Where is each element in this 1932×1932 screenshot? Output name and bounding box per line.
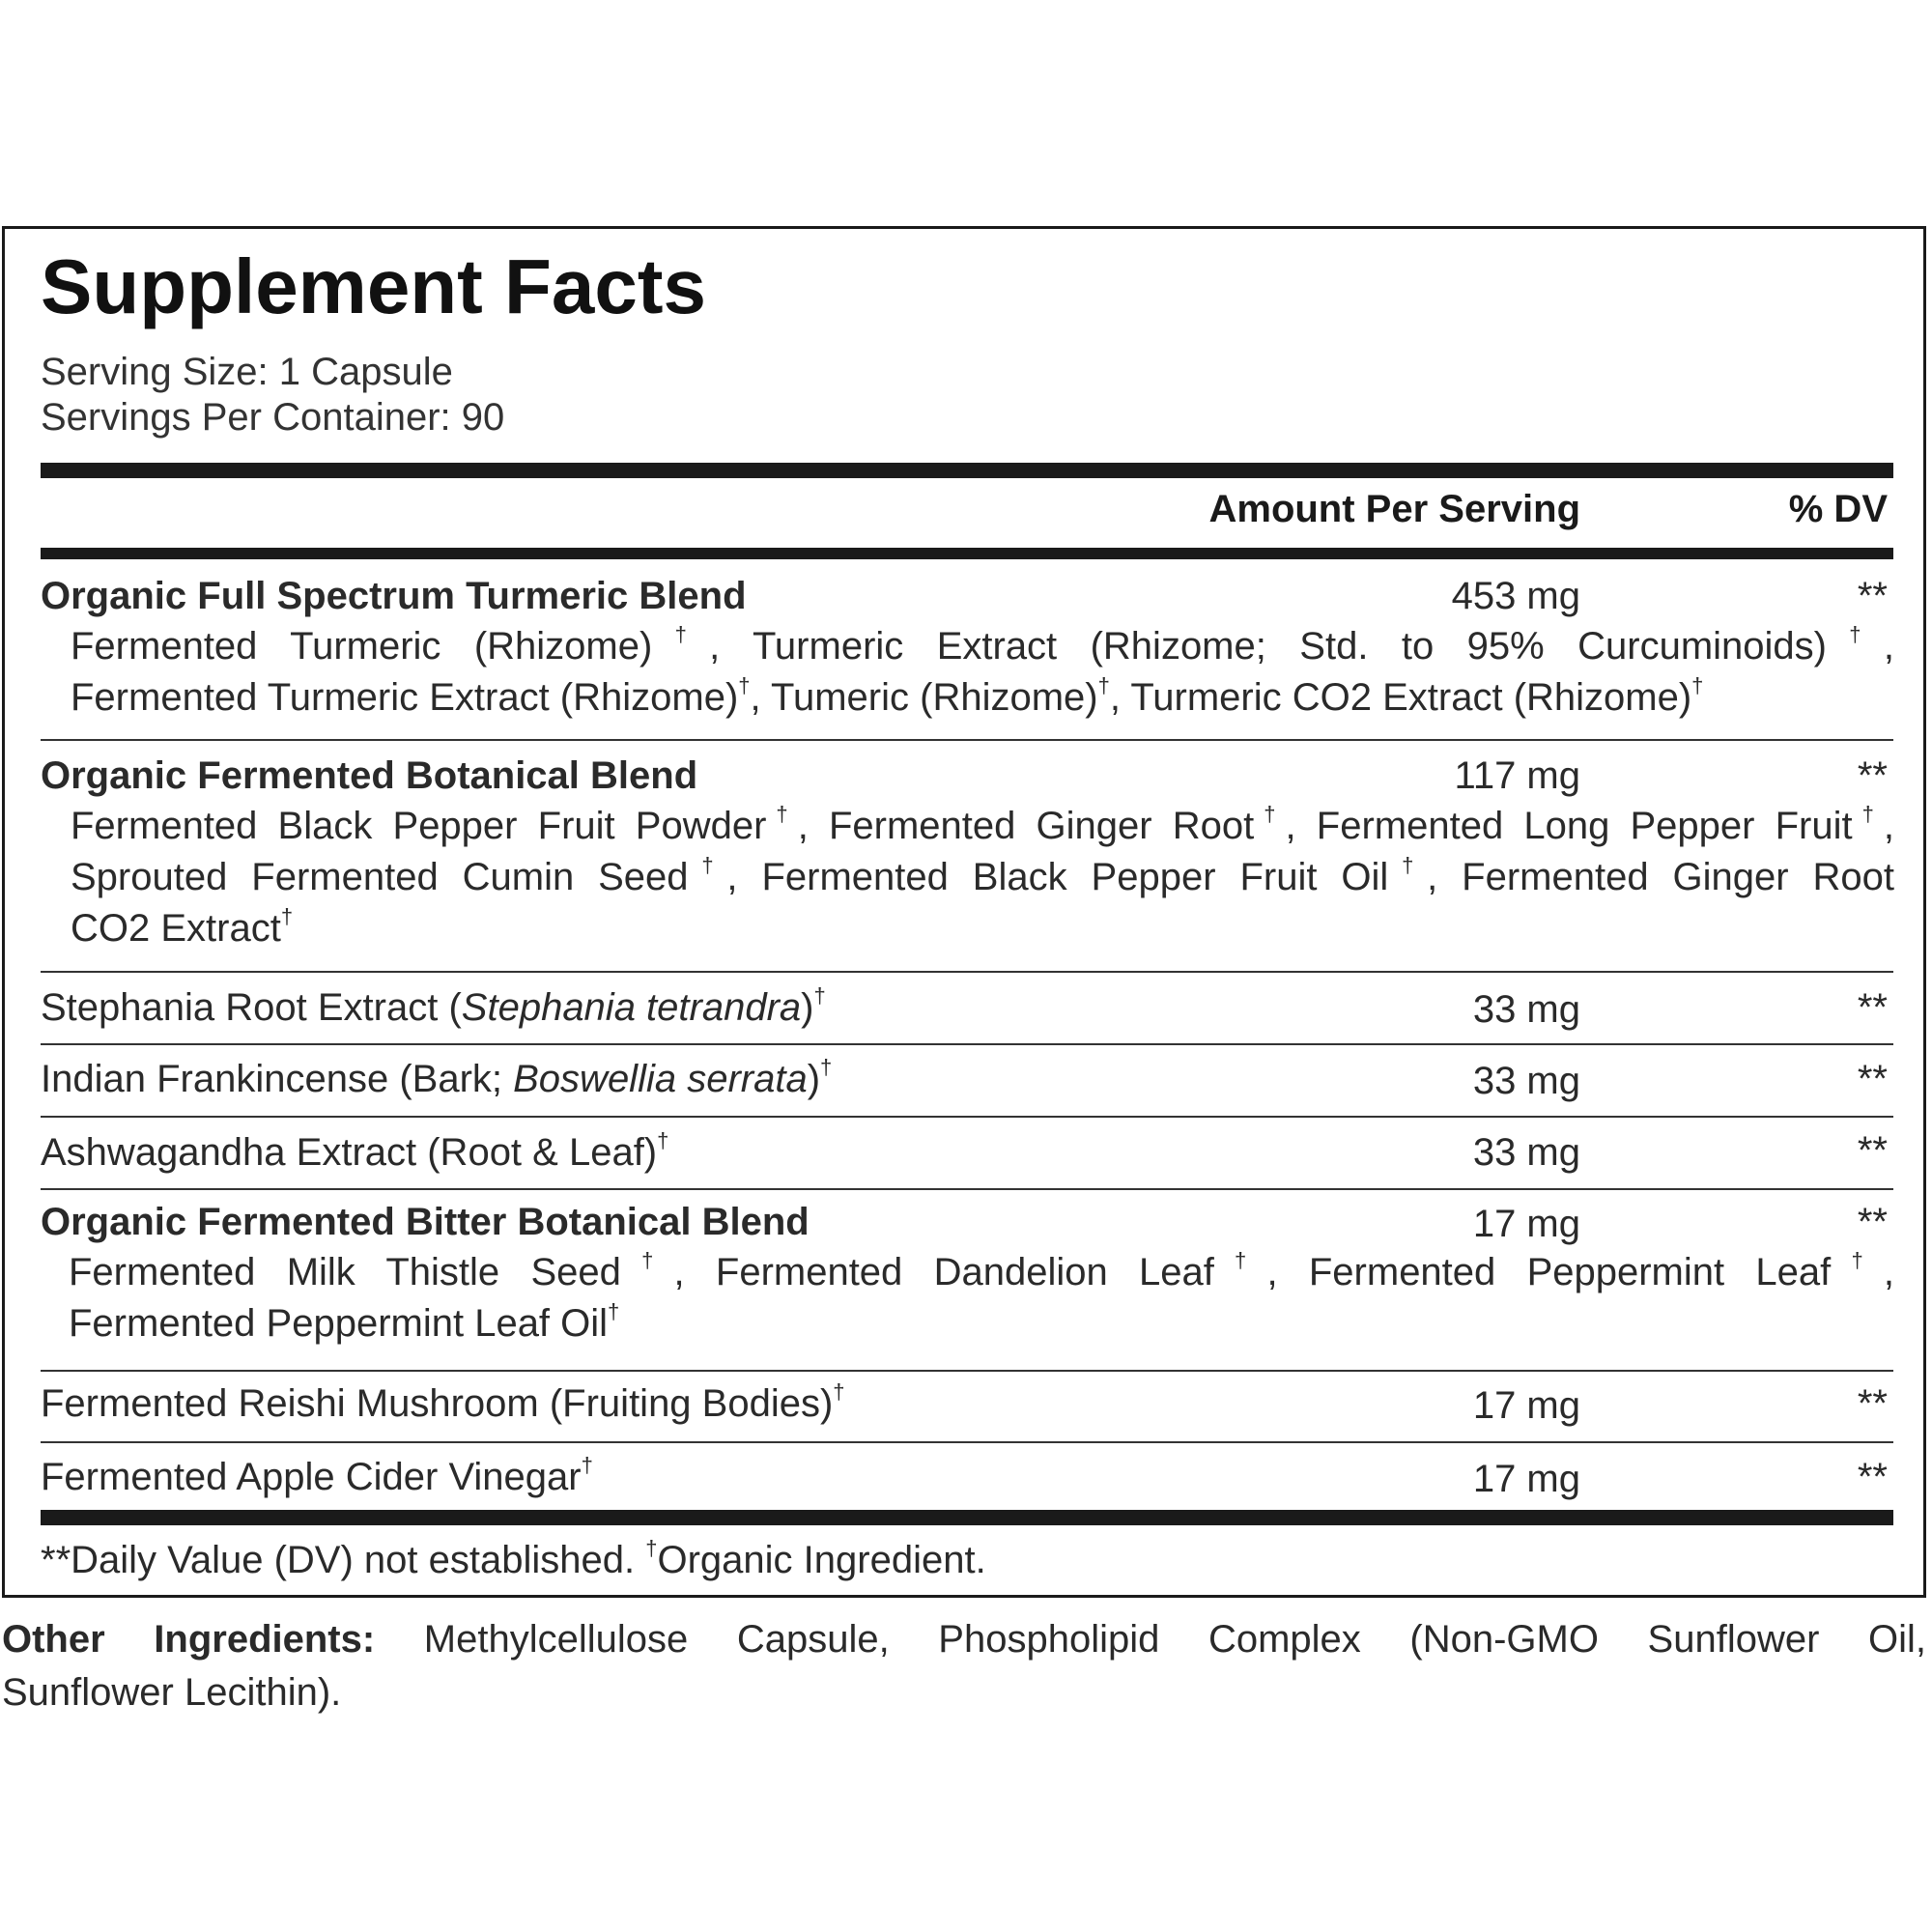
sub-line: Fermented Milk Thistle Seed†, Fermented Dandelion Leaf†, Fermented Peppermint Leaf†, <box>69 1248 1894 1293</box>
other-ingredients-text: Methylcellulose Capsule, Phospholipid Complex (Non-GMO Sunflower Oil, <box>423 1618 1926 1661</box>
row-amount-reishi: 17 mg <box>1472 1384 1580 1427</box>
name-part: )† <box>807 1055 833 1100</box>
row-name-apple-cider: Fermented Apple Cider Vinegar† <box>41 1453 593 1498</box>
name-part: Indian Frankincense (Bark; <box>41 1058 514 1100</box>
amount-per-serving-header: Amount Per Serving <box>1208 488 1580 530</box>
row-amount-stephania: 33 mg <box>1472 988 1580 1031</box>
sub-line: Fermented Turmeric Extract (Rhizome)†, Tumeric (Rhizome)†, Turmeric CO2 Extract (Rhizome)† <box>71 673 1704 719</box>
row-name-frankincense <box>41 1055 833 1100</box>
row-amount-bitter-blend: 17 mg <box>1472 1203 1580 1245</box>
latin-name: Boswellia serrata <box>513 1058 808 1100</box>
row-name-bitter-blend: Organic Fermented Bitter Botanical Blend <box>41 1201 810 1243</box>
row-divider <box>41 971 1893 973</box>
supplement-facts-panel <box>2 226 1926 1598</box>
row-amount-botanical-blend: 117 mg <box>1454 754 1580 797</box>
row-amount-ashwagandha: 33 mg <box>1472 1131 1580 1174</box>
sub-line: Fermented Peppermint Leaf Oil† <box>69 1299 620 1345</box>
row-dv-stephania: ** <box>1857 986 1888 1029</box>
row-dv-reishi: ** <box>1857 1382 1888 1425</box>
sub-line: Fermented Turmeric (Rhizome)†, Turmeric Extract (Rhizome; Std. to 95% Curcuminoids)†, <box>71 622 1894 668</box>
row-divider <box>41 1188 1893 1190</box>
dv-header: % DV <box>1788 488 1888 530</box>
row-dv-bitter-blend: ** <box>1857 1201 1888 1243</box>
row-sub-bitter-blend <box>69 1247 1894 1350</box>
row-amount-apple-cider: 17 mg <box>1472 1458 1580 1500</box>
row-divider <box>41 1116 1893 1118</box>
name-part: )† <box>801 983 826 1029</box>
footer-rule <box>41 1510 1893 1525</box>
row-divider <box>41 1370 1893 1372</box>
row-dv-apple-cider: ** <box>1857 1456 1888 1498</box>
row-amount-turmeric-blend: 453 mg <box>1451 575 1580 617</box>
row-name-turmeric-blend: Organic Full Spectrum Turmeric Blend <box>41 575 747 617</box>
row-name-stephania <box>41 983 826 1029</box>
row-divider <box>41 1441 1893 1443</box>
row-divider <box>41 1043 1893 1045</box>
name-part: Stephania Root Extract ( <box>41 986 462 1029</box>
row-dv-turmeric-blend: ** <box>1857 575 1888 617</box>
panel-title: Supplement Facts <box>41 243 707 329</box>
header-rule-top <box>41 463 1893 478</box>
sub-line: Fermented Black Pepper Fruit Powder†, Fermented Ginger Root†, Fermented Long Pepper Fruit†, <box>71 802 1894 847</box>
latin-name: Stephania tetrandra <box>461 986 802 1029</box>
row-dv-ashwagandha: ** <box>1857 1129 1888 1172</box>
servings-per-container: Servings Per Container: 90 <box>41 396 505 439</box>
row-amount-frankincense: 33 mg <box>1472 1060 1580 1102</box>
row-name-ashwagandha: Ashwagandha Extract (Root & Leaf)† <box>41 1128 669 1174</box>
serving-size: Serving Size: 1 Capsule <box>41 351 453 393</box>
sub-line: Sprouted Fermented Cumin Seed†, Fermented Black Pepper Fruit Oil†, Fermented Ginger Root <box>71 853 1894 898</box>
row-name-botanical-blend: Organic Fermented Botanical Blend <box>41 754 698 797</box>
other-ingredients-label: Other Ingredients: <box>2 1618 376 1661</box>
row-dv-frankincense: ** <box>1857 1058 1888 1100</box>
row-sub-turmeric-blend <box>71 621 1894 724</box>
sub-line: CO2 Extract† <box>71 904 294 950</box>
other-ingredients <box>2 1613 1926 1719</box>
row-name-reishi: Fermented Reishi Mushroom (Fruiting Bodies)† <box>41 1379 845 1425</box>
row-sub-botanical-blend <box>71 801 1894 954</box>
header-rule-bottom <box>41 548 1893 559</box>
other-ingredients-text-cont: Sunflower Lecithin). <box>2 1671 342 1714</box>
row-dv-botanical-blend: ** <box>1857 754 1888 797</box>
footnote: **Daily Value (DV) not established. †Organic Ingredient. <box>41 1536 986 1581</box>
row-divider <box>41 739 1893 741</box>
